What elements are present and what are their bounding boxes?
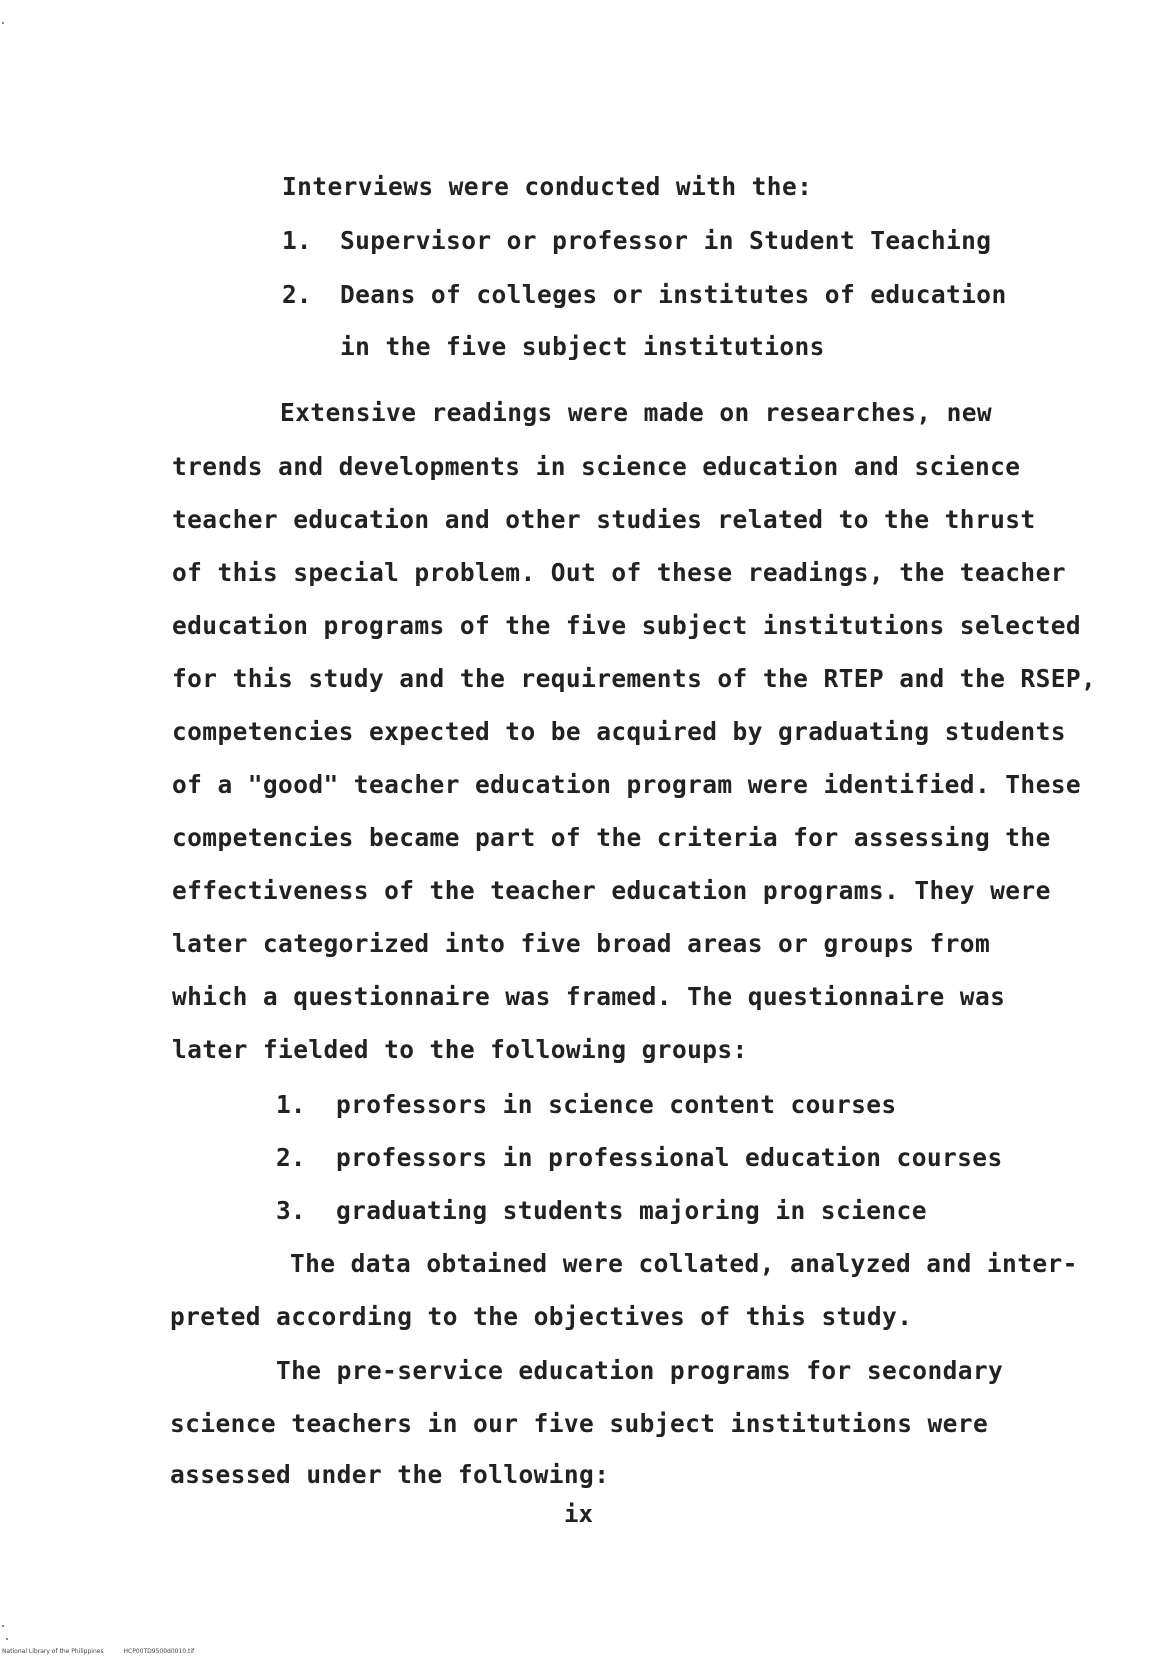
paragraph-3-line: assessed under the following: <box>170 1460 610 1489</box>
group-item-2-number: 2. <box>276 1143 306 1172</box>
paragraph-1-line: competencies became part of the criteria for assessing the <box>172 823 1051 852</box>
paragraph-1-line: effectiveness of the teacher education programs. They were <box>172 876 1051 905</box>
paragraph-1-line: of this special problem. Out of these readings, the teacher <box>172 558 1066 587</box>
scan-speck <box>6 1638 8 1640</box>
paragraph-1-line: Extensive readings were made on researches, new <box>280 398 993 427</box>
interview-item-1-text: Supervisor or professor in Student Teaching <box>340 226 992 255</box>
group-item-1-number: 1. <box>276 1090 306 1119</box>
interview-item-1-number: 1. <box>282 226 312 255</box>
paragraph-1-line: trends and developments in science education and science <box>172 452 1021 481</box>
paragraph-1-line: which a questionnaire was framed. The questionnaire was <box>172 982 1006 1011</box>
scan-speck <box>2 1625 4 1627</box>
interview-item-2-text-line-1: Deans of colleges or institutes of education <box>340 280 1007 309</box>
page-number: ix <box>564 1500 593 1528</box>
paragraph-1-line: later fielded to the following groups: <box>172 1035 748 1064</box>
intro-line: Interviews were conducted with the: <box>282 172 813 201</box>
paragraph-3-line: The pre-service education programs for secondary <box>276 1356 1004 1385</box>
scan-speck <box>2 22 4 24</box>
group-item-2-text: professors in professional education courses <box>336 1143 1003 1172</box>
paragraph-1-line: later categorized into five broad areas or groups from <box>172 929 991 958</box>
interview-item-2-text-line-2: in the five subject institutions <box>340 332 825 361</box>
paragraph-1-line: of a "good" teacher education program were identified. These <box>172 770 1082 799</box>
paragraph-1-line: for this study and the requirements of the RTEP and the RSEP, <box>172 664 1097 693</box>
scan-footer <box>2 1648 212 1655</box>
interview-item-2-number: 2. <box>282 280 312 309</box>
footer-file: HCP00TD9500d0010.tif <box>123 1648 195 1655</box>
group-item-3-text: graduating students majoring in science <box>336 1196 927 1225</box>
paragraph-2-line: The data obtained were collated, analyzed and inter- <box>290 1249 1078 1278</box>
footer-library: National Library of the Philippines <box>2 1648 104 1655</box>
group-item-1-text: professors in science content courses <box>336 1090 897 1119</box>
paragraph-1-line: teacher education and other studies related to the thrust <box>172 505 1036 534</box>
paragraph-1-line: competencies expected to be acquired by graduating students <box>172 717 1066 746</box>
paragraph-1-line: education programs of the five subject institutions selected <box>172 611 1082 640</box>
group-item-3-number: 3. <box>276 1196 306 1225</box>
paragraph-2-line: preted according to the objectives of this study. <box>170 1302 913 1331</box>
paragraph-3-line: science teachers in our five subject institutions were <box>170 1409 989 1438</box>
